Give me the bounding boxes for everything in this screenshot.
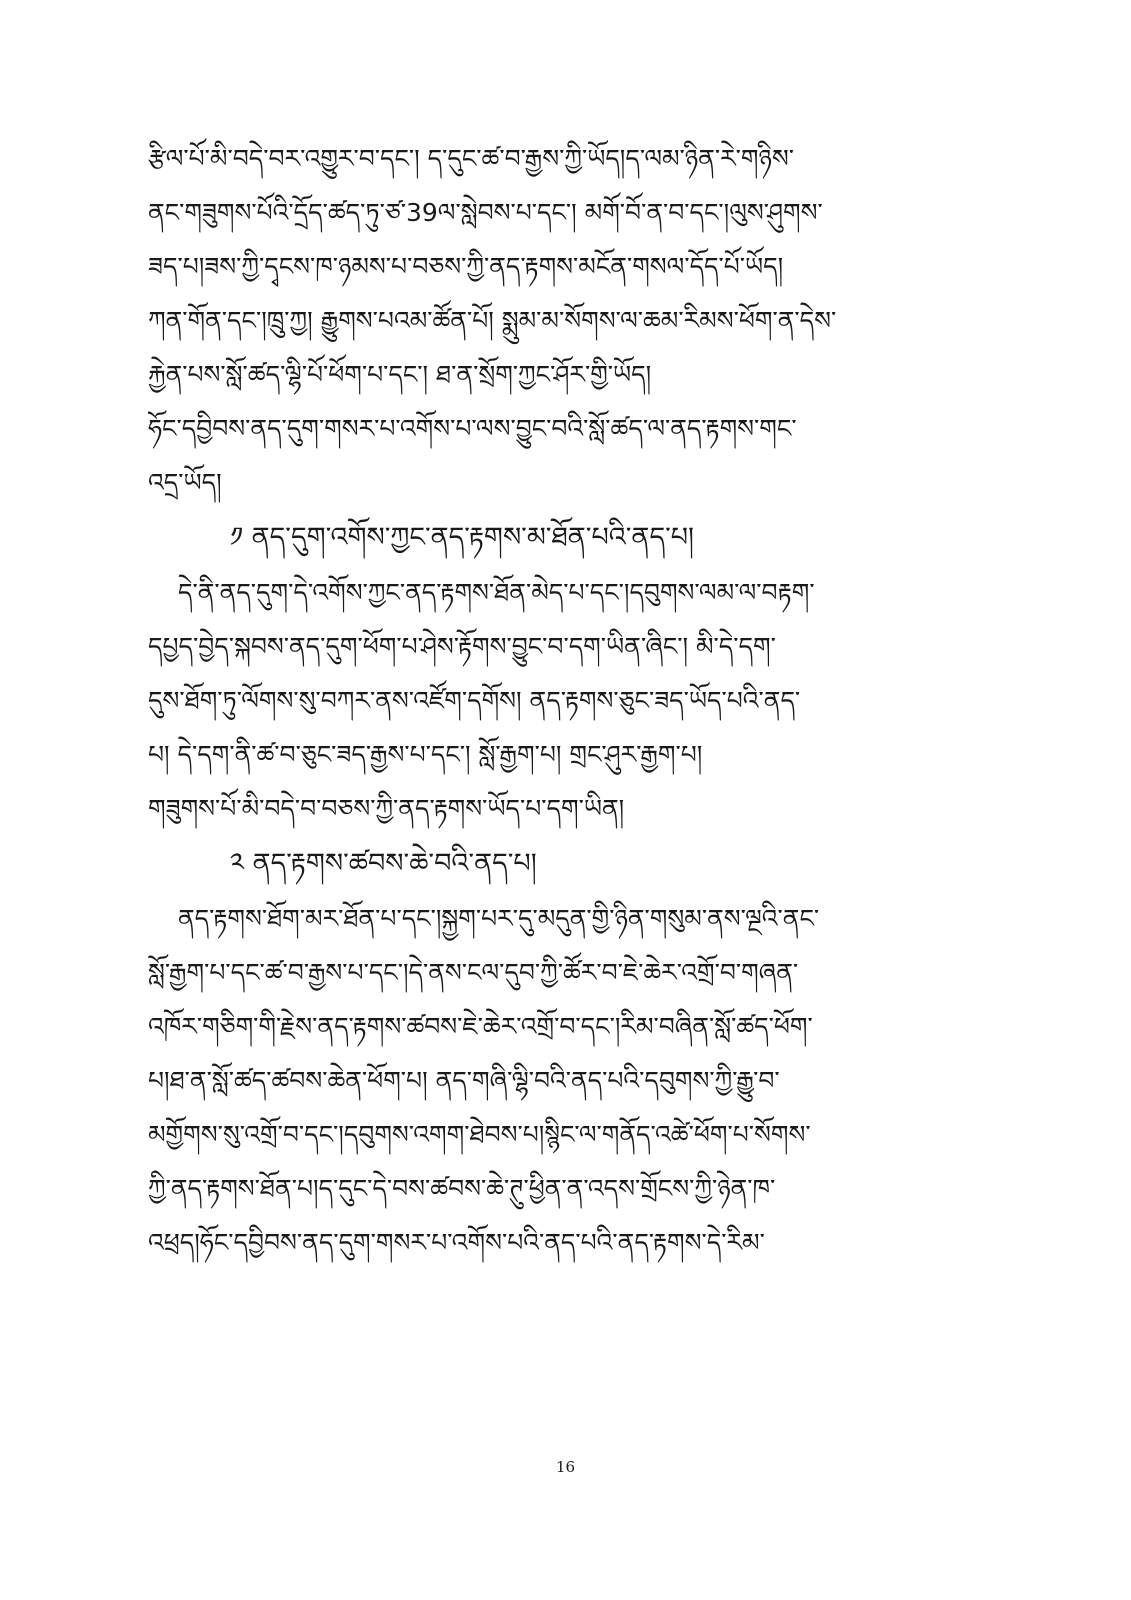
text-line: ཟད་པ།ཟས་ཀྱི་དྭངས་ཁ་ཉམས་པ་བཅས་ཀྱི་ནད་རྟགས་མངོན་གསལ་དོད་པོ་ཡོད། [148,252,784,281]
page-number: 16 [555,1458,576,1476]
section-1-text [148,566,978,836]
section-2-text [148,892,978,1270]
text-line: པ།ཐ་ན་སློ་ཚད་ཚབས་ཆེན་ཕོག་པ། ནད་གཞི་ལྷི་བའི་ནད་པའི་དབུགས་ཀྱི་རྒྱུ་བ་ [148,1066,780,1095]
text-line: འཕྲད།ཧོང་དབྱིབས་ནད་དུག་གསར་པ་འགོས་པའི་ནད་པའི་ནད་རྟགས་དེ་རིམ་ [148,1228,765,1257]
text-line: དུས་ཐོག་ཏུ་ལོགས་སུ་བཀར་ནས་འཛོག་དགོས། ནད་རྟགས་ཅུང་ཟད་ཡོད་པའི་ནད་ [148,686,801,715]
text-line: འདྲ་ཡོད། [148,468,222,497]
text-line: ཧོང་དབྱིབས་ནད་དུག་གསར་པ་འགོས་པ་ལས་བྱུང་བའི་སློ་ཚད་ལ་ནད་རྟགས་གང་ [148,414,797,443]
text-line: མགྱོགས་སུ་འགྲོ་བ་དང་།དབུགས་འགག་ཐེབས་པ།སྙིང་ལ་གནོད་འཚེ་ཕོག་པ་སོགས་ [148,1120,811,1149]
text-line: ཀྱི་ནད་རྟགས་ཐོན་པ།ད་དུང་དེ་བས་ཚབས་ཆེ་ཊུ་ཕྱིན་ན་འདས་གྲོངས་ཀྱི་ཉེན་ཁ་ [148,1174,776,1203]
text-line: གཟུགས་པོ་མི་བདེ་བ་བཅས་ཀྱི་ནད་རྟགས་ཡོད་པ་དག་ཡིན། [148,794,625,823]
paragraph-intro [148,132,978,402]
text-line: རྩིལ་པོ་མི་བདེ་བར་འགྱུར་བ་དང་། ད་དུང་ཚ་བ་རྒྱས་ཀྱི་ཡོད།ད་ལམ་ཉིན་རེ་གཉིས་ [148,144,794,173]
text-line: སློ་རྒྱག་པ་དང་ཚ་བ་རྒྱས་པ་དང་།དེ་ནས་ངལ་དུབ་ཀྱི་ཚོར་བ་ཇེ་ཆེར་འགྲོ་བ་གཞན་ [148,958,799,987]
text-line: ཀན་གོན་དང་།ཁྲུ་ཀྱ། རྒྱུགས་པའམ་ཚོན་པོ། སྨུམ་མ་སོགས་ལ་ཆམ་རིམས་ཕོག་ན་དེས་ [148,306,837,335]
paragraph-question [148,402,978,510]
section-1-heading: ༡ ནད་དུག་འགོས་ཀྱང་ནད་རྟགས་མ་ཐོན་པའི་ནད་པ། [230,522,695,553]
text-line: དཔྱད་བྱེད་སྐབས་ནད་དུག་ཕོག་པ་ཤེས་རྟོགས་བྱུང་བ་དག་ཡིན་ཞིང་། མི་དེ་དག་ [148,632,776,661]
text-line: དེ་ནི་ནད་དུག་དེ་འགོས་ཀྱང་ནད་རྟགས་ཐོན་མེད་པ་དང་།དབུགས་ལམ་ལ་བརྟག་ [178,578,815,607]
text-line: ནད་རྟགས་ཐོག་མར་ཐོན་པ་དང་།སྐྱག་པར་དུ་མདུན་གྱི་ཉིན་གསུམ་ནས་ལྔའི་ནང་ [178,904,820,933]
text-line: རྐྱེན་པས་སློ་ཚད་ལྷི་པོ་ཕོག་པ་དང་། ཐ་ན་སྲོག་ཀྱང་ཤོར་གྱི་ཡོད། [148,360,652,389]
text-line: འཁོར་གཅིག་གི་རྗེས་ནད་རྟགས་ཚབས་ཇེ་ཆེར་འགྲོ་བ་དང་།རིམ་བཞིན་སློ་ཚད་ཕོག་ [148,1012,813,1041]
text-line: ནང་གཟུགས་པོའི་དྲོད་ཚད་ཏུ་ཙ་39ལ་སླེབས་པ་དང་། མགོ་བོ་ན་བ་དང་།ལུས་ཤུགས་ [148,198,823,227]
document-body [148,132,978,1270]
text-line: པ། དེ་དག་ནི་ཚ་བ་ཅུང་ཟད་རྒྱས་པ་དང་། སློ་རྒྱག་པ། གྲང་ཤུར་རྒྱག་པ། [148,740,703,769]
section-2-heading: ༢ ནད་རྟགས་ཚབས་ཆེ་བའི་ནད་པ། [230,848,537,879]
